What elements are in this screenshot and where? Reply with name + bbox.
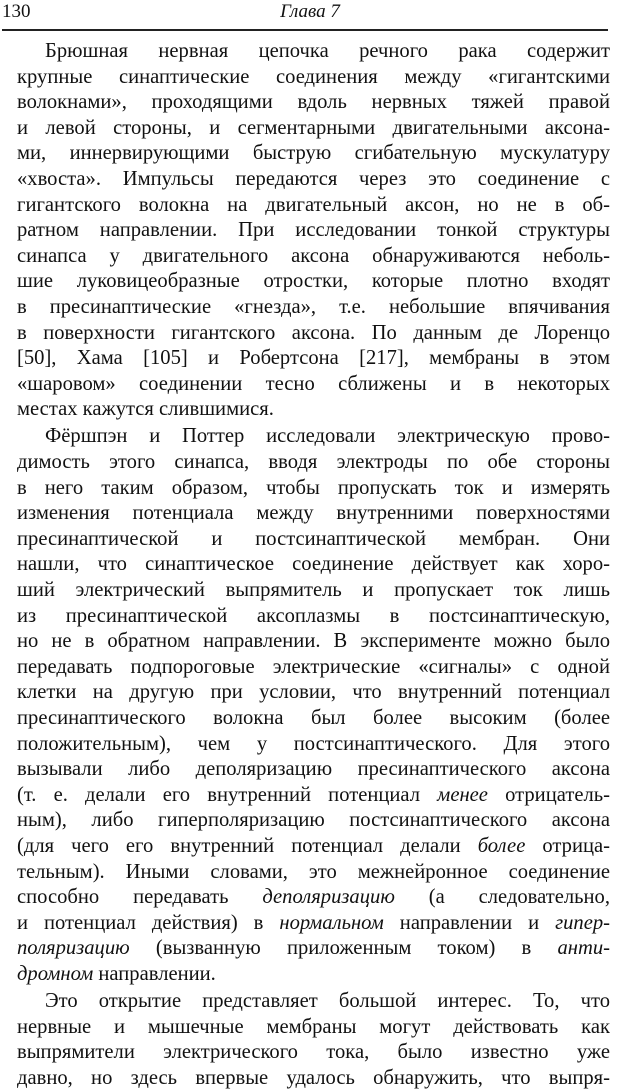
italic-term: деполяризацию: [262, 886, 395, 909]
text-line: [17, 269, 610, 295]
text-run: крупные синаптические соединения между «гигантскими: [17, 65, 610, 88]
text-line: [17, 680, 610, 706]
text-run: Брюшная нервная цепочка речного рака содержит: [45, 40, 610, 62]
text-run: и левой стороны, и сегментарными двигательными аксона-: [17, 116, 610, 139]
text-run: в пресинаптические «гнезда», т.е. небольшие впячивания: [17, 295, 610, 318]
text-body: [17, 39, 610, 1091]
text-run: и потенциал действия) в: [17, 911, 280, 934]
text-run: димость этого синапса, вводя электроды по обе стороны: [17, 451, 610, 473]
text-run: синапса у двигательного аксона обнаруживаются неболь-: [17, 244, 610, 267]
text-line: [17, 783, 610, 809]
text-line: [17, 860, 610, 886]
italic-term: нормальном: [279, 911, 384, 934]
text-run: (вызванную приложенным током) в: [129, 937, 558, 960]
text-line: [17, 552, 610, 578]
chapter-title: Глава 7: [280, 1, 340, 22]
text-line: [17, 936, 610, 962]
text-line: [17, 450, 610, 476]
text-line: [17, 578, 610, 604]
text-line: [17, 885, 610, 911]
text-line: [17, 1015, 610, 1041]
text-line: [17, 757, 610, 783]
text-run: нервные и мышечные мембраны могут действовать как: [17, 1015, 610, 1038]
text-run: в него таким образом, чтобы пропускать ток и измерять: [17, 476, 610, 499]
text-run: отрица-: [525, 834, 610, 857]
text-run: из пресинаптической аксоплазмы в постсинаптическую,: [17, 604, 610, 627]
text-line: [17, 501, 610, 527]
italic-term: анти-: [557, 937, 610, 960]
text-run: в поверхности гигантского аксона. По данным де Лоренцо: [17, 321, 610, 344]
text-run: отрицатель-: [487, 783, 610, 806]
text-run: направлении.: [93, 962, 216, 985]
running-header: [0, 0, 620, 33]
text-run: нашли, что синаптическое соединение действует как хоро-: [17, 553, 610, 576]
italic-term: дромном: [17, 962, 94, 985]
text-run: [50], Хама [105] и Робертсона [217], мембраны в этом: [17, 347, 610, 370]
text-run: (для чего его внутренний потенциал делали: [17, 834, 478, 857]
text-run: направлении и: [383, 911, 556, 934]
text-line: [17, 527, 610, 553]
italic-term: менее: [437, 783, 488, 806]
text-run: Фёршпэн и Поттер исследовали электрическую прово-: [45, 425, 610, 448]
text-run: Это открытие представляет большой интерес. То, что: [45, 989, 610, 1012]
text-run: ший электрический выпрямитель и пропускает ток лишь: [17, 578, 610, 601]
text-line: [17, 834, 610, 860]
text-run: местах кажутся слившимися.: [17, 398, 274, 421]
text-line: [17, 732, 610, 758]
text-run: гигантского волокна на двигательный аксон, но не в об-: [17, 193, 610, 216]
italic-term: поляризацию: [17, 937, 130, 960]
text-run: давно, но здесь впервые удалось обнаружить, что выпря-: [17, 1066, 610, 1089]
text-line: [17, 989, 610, 1015]
text-line: [17, 90, 610, 116]
text-line: [17, 141, 610, 167]
italic-term: более: [477, 834, 526, 857]
text-run: «хвоста». Импульсы передаются через это соединение с: [17, 167, 610, 190]
text-run: передавать подпороговые электрические «сигналы» с одной: [17, 655, 610, 678]
text-run: пресинаптической и постсинаптической мембран. Они: [17, 527, 610, 550]
text-run: пресинаптического волокна был более высоким (более: [17, 706, 610, 729]
italic-term: гипер-: [555, 911, 610, 934]
page-number: 130: [2, 1, 31, 22]
text-line: [17, 655, 610, 681]
text-run: выпрямители электрического тока, было известно уже: [17, 1041, 610, 1064]
text-line: [17, 962, 610, 988]
text-run: способно передавать: [17, 886, 263, 909]
text-run: вызывали либо деполяризацию пресинаптического аксона: [17, 758, 610, 781]
text-line: [17, 1066, 610, 1091]
text-line: [17, 397, 610, 423]
text-run: волокнами», проходящими вдоль нервных тяжей правой: [17, 91, 610, 114]
text-line: [17, 321, 610, 347]
text-run: клетки на другую при условии, что внутренний потенциал: [17, 681, 610, 704]
text-line: [17, 167, 610, 193]
text-run: «шаровом» соединении тесно сближены и в некоторых: [17, 372, 610, 395]
text-run: шие луковицеобразные отростки, которые плотно входят: [17, 270, 610, 293]
text-line: [17, 39, 610, 65]
text-line: [17, 629, 610, 655]
text-line: [17, 706, 610, 732]
text-run: тельным). Иными словами, это межнейронное соединение: [17, 860, 610, 883]
text-line: [17, 476, 610, 502]
text-run: но не в обратном направлении. В эксперименте можно было: [17, 630, 610, 653]
text-line: [17, 65, 610, 91]
text-run: положительным), чем у постсинаптического. Для этого: [17, 732, 610, 755]
text-line: [17, 424, 610, 450]
text-run: ратном направлении. При исследовании тонкой структуры: [17, 219, 610, 242]
text-line: [17, 116, 610, 142]
text-run: ми, иннервирующими быструю сгибательную мускулатуру: [17, 142, 610, 165]
text-run: (а следовательно,: [394, 886, 610, 909]
text-run: (т. е. делали его внутренний потенциал: [17, 783, 438, 806]
text-line: [17, 346, 610, 372]
text-line: [17, 295, 610, 321]
text-line: [17, 808, 610, 834]
text-line: [17, 193, 610, 219]
header-rule: [2, 29, 608, 31]
text-run: изменения потенциала между внутренними поверхностями: [17, 502, 610, 525]
text-line: [17, 244, 610, 270]
text-line: [17, 911, 610, 937]
text-line: [17, 218, 610, 244]
text-line: [17, 604, 610, 630]
text-run: ным), либо гиперполяризацию постсинаптического аксона: [17, 809, 610, 832]
text-line: [17, 372, 610, 398]
text-line: [17, 1040, 610, 1066]
